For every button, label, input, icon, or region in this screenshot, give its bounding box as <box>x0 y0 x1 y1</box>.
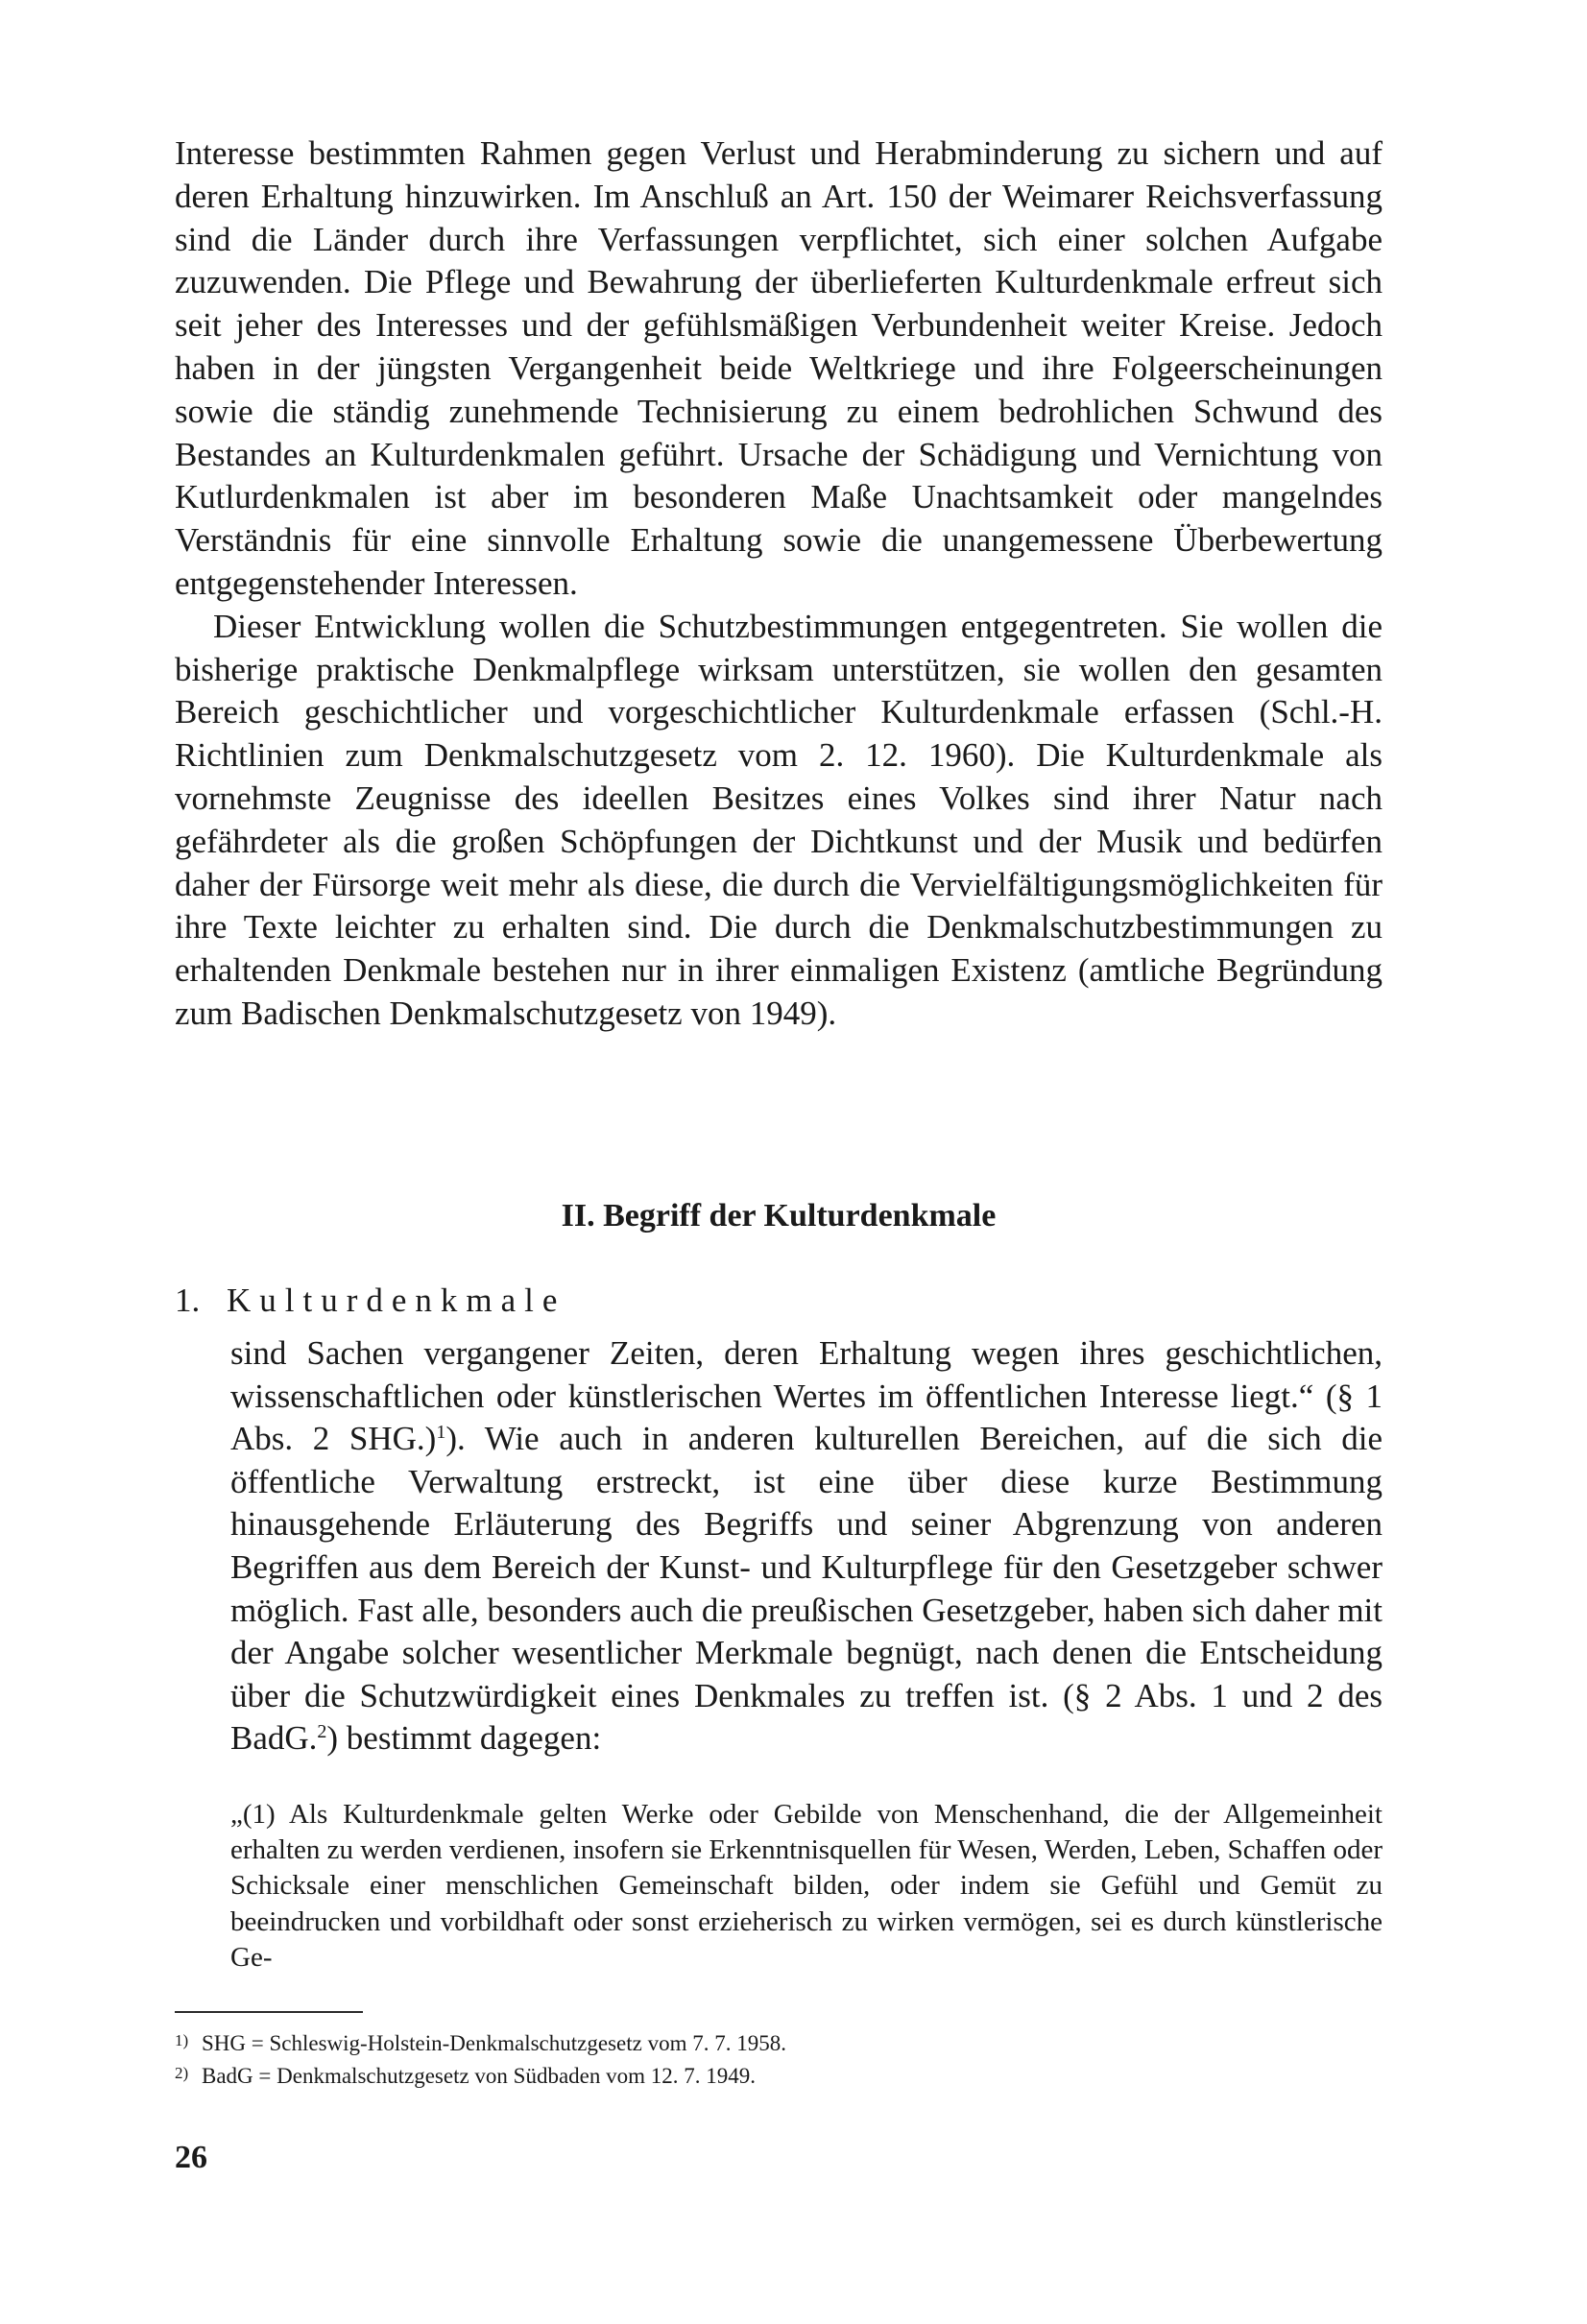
item-quote: „(1) Als Kulturdenkmale gelten Werke oder Gebilde von Menschenhand, die der Allgemeinheit erhalten zu werden verdienen, insofern sie Erkenntnisquellen für Wesen, Werden, Leben, Schaffen oder Schicksale einer menschlichen Gemeinschaft bilden, oder indem sie Gefühl und Gemüt zu beeindrucken und vorbildhaft oder sonst erzieherisch zu wirken vermögen, sei es durch künstlerische Ge- <box>230 1799 1383 1973</box>
item-body-part-3: ) bestimmt dagegen: <box>326 1719 602 1758</box>
footnote-1-mark: 1) <box>175 2031 189 2049</box>
footnote-reference-1: 1 <box>436 1422 446 1444</box>
footnote-2 <box>175 2059 1383 2091</box>
item-term: Kulturdenkmale <box>227 1282 566 1319</box>
footnote-2-mark: 2) <box>175 2064 189 2082</box>
intro-paragraph-2: Dieser Entwicklung wollen die Schutzbestimmungen entgegentreten. Sie wollen die bisherige praktische Denkmalpflege wirksam unterstützen, sie wollen den gesamten Bereich geschichtlicher und vorgeschichtlicher Kulturdenkmale erfassen (Schl.-H. Richtlinien zum Denkmalschutzgesetz vom 2. 12. 1960). Die Kulturdenkmale als vornehmste Zeugnisse des ideellen Besitzes eines Volkes sind ihrer Natur nach gefährdeter als die großen Schöpfungen der Dichtkunst und der Musik und bedürfen daher der Fürsorge weit mehr als diese, die durch die Vervielfältigungsmöglichkeiten für ihre Texte leichter zu erhalten sind. Die durch die Denkmalschutzbestimmungen zu erhaltenden Denkmale bestehen nur in ihrer einmaligen Existenz (amtliche Begründung zum Badischen Denkmalschutzgesetz von 1949). <box>175 607 1383 1032</box>
item-number: 1. <box>175 1282 201 1319</box>
item-body <box>230 1332 1383 1761</box>
footnote-1-text: SHG = Schleswig-Holstein-Denkmalschutzgesetz vom 7. 7. 1958. <box>202 2031 786 2055</box>
footnote-1 <box>175 2026 1383 2058</box>
footnote-2-text: BadG = Denkmalschutzgesetz von Südbaden vom 12. 7. 1949. <box>202 2064 757 2088</box>
item-body-part-1: sind Sachen vergangener Zeiten, deren Erhaltung wegen ihres geschichtlichen, wissenschaftlichen oder künstlerischen Wertes im öffentlichen Interesse liegt.“ (§ 1 Abs. 2 SHG.) <box>230 1334 1383 1458</box>
section-heading: II. Begriff der Kulturdenkmale <box>561 1198 997 1234</box>
intro-paragraph-1: Interesse bestimmten Rahmen gegen Verlust und Herabminderung zu sichern und auf deren Erhaltung hinzuwirken. Im Anschluß an Art. 150 der Weimarer Reichsverfassung sind die Länder durch ihre Verfassungen verpflichtet, sich einer solchen Aufgabe zuzuwenden. Die Pflege und Bewahrung der überlieferten Kulturdenkmale erfreut sich seit jeher des Interesses und der gefühlsmäßigen Verbundenheit weiter Kreise. Jedoch haben in der jüngsten Vergangenheit beide Weltkriege und ihre Folgeerscheinungen sowie die ständig zunehmende Technisierung zu einem bedrohlichen Schwund des Bestandes an Kulturdenkmalen geführt. Ursache der Schädigung und Vernichtung von Kutlurdenkmalen ist aber im besonderen Maße Unachtsamkeit oder mangelndes Verständnis für eine sinnvolle Erhaltung sowie die unangemessene Überbewertung entgegenstehender Interessen. <box>175 134 1383 602</box>
intro-text-block <box>175 132 1383 1036</box>
page-number: 26 <box>175 2140 207 2175</box>
footnote-divider <box>175 2011 363 2013</box>
item-body-part-2: ). Wie auch in anderen kulturellen Bereichen, auf die sich die öffentliche Verwaltung erstreckt, ist eine über diese kurze Bestimmung hinausgehende Erläuterung des Begriffs und seiner Abgrenzung von anderen Begriffen aus dem Bereich der Kunst- und Kulturpflege für den Gesetzgeber schwer möglich. Fast alle, besonders auch die preußischen Gesetzgeber, haben sich daher mit der Angabe solcher wesentlicher Merkmale begnügt, nach denen die Entscheidung über die Schutzwürdigkeit eines Denkmales zu treffen ist. (§ 2 Abs. 1 und 2 des BadG. <box>230 1420 1383 1758</box>
footnote-reference-2: 2 <box>317 1721 327 1743</box>
